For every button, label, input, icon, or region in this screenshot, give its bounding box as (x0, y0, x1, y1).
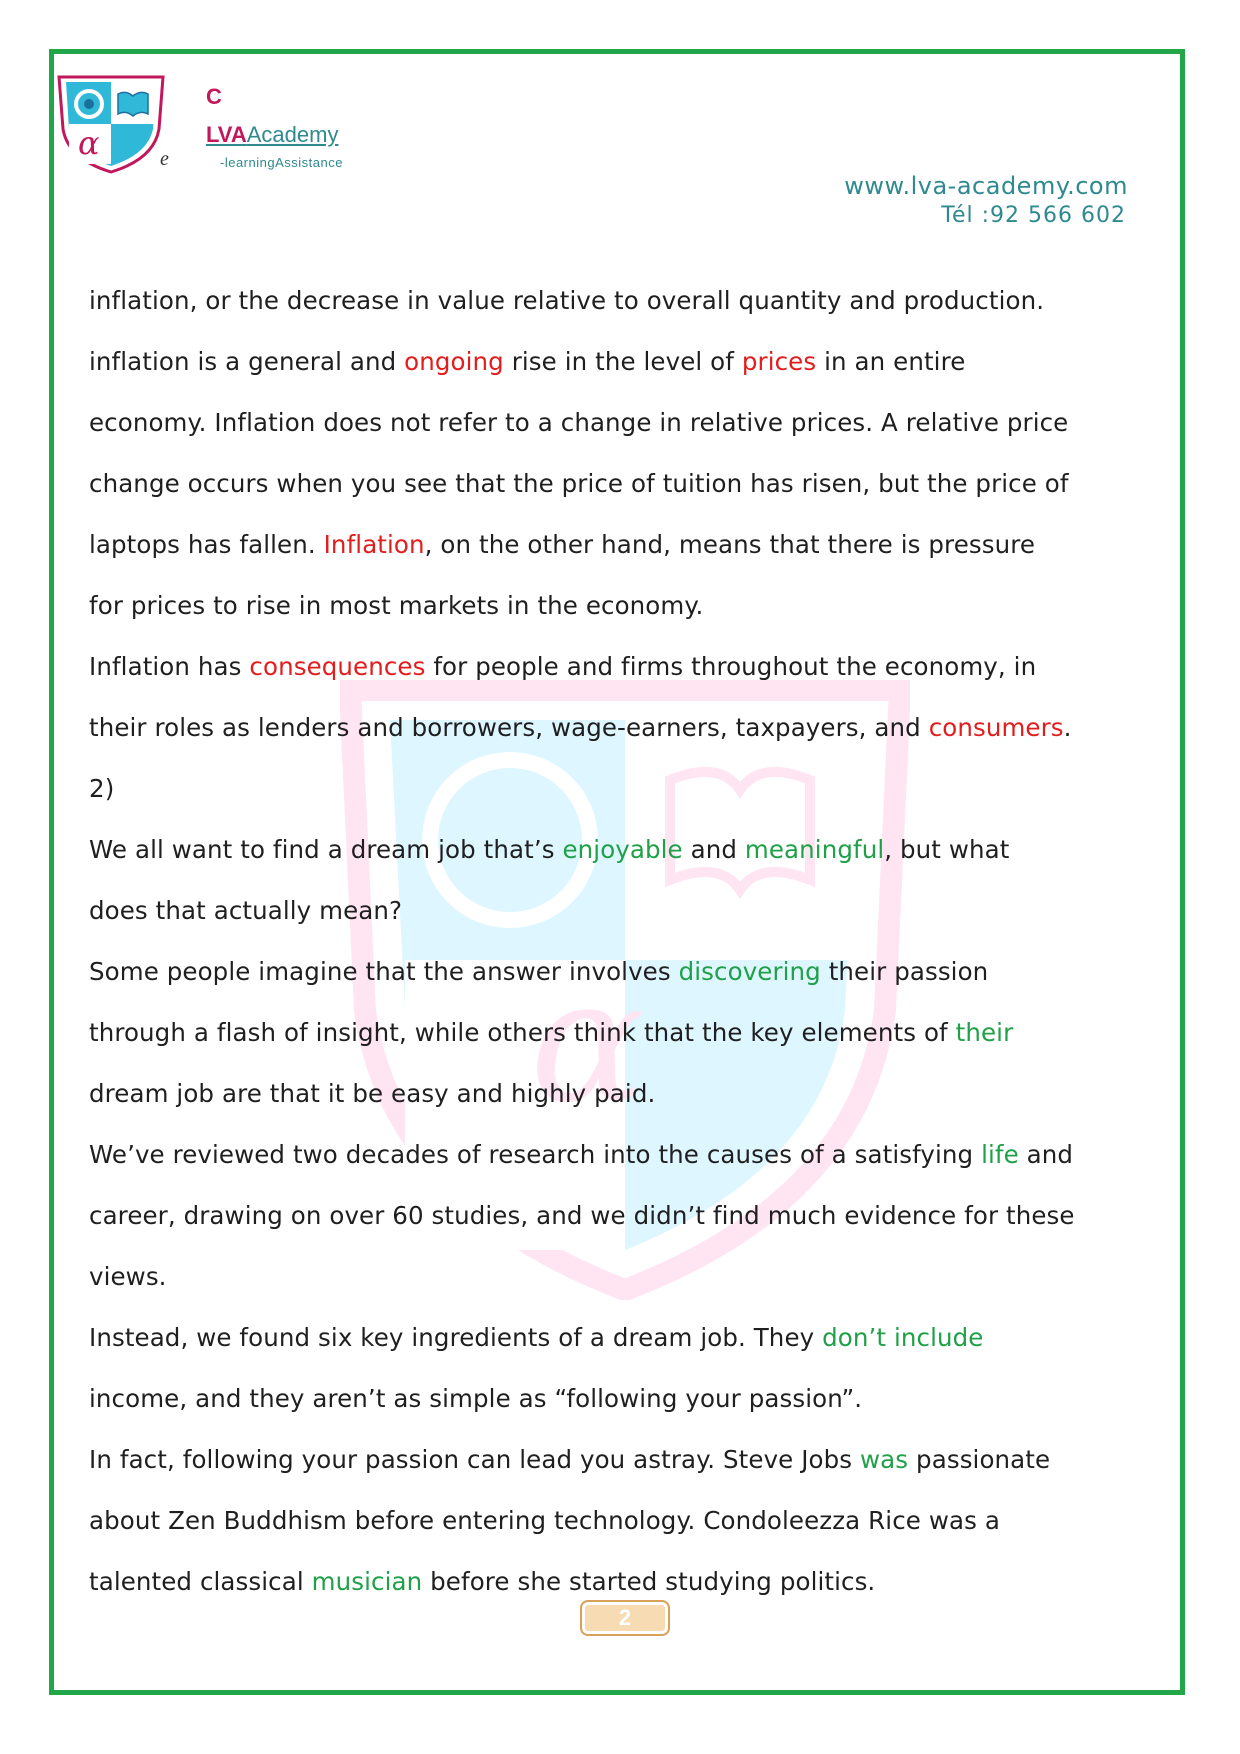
brand-suffix: Academy (246, 122, 339, 147)
text-line (89, 1429, 1169, 1490)
highlighted-word: enjoyable (562, 835, 683, 864)
highlighted-word: meaningful (744, 835, 885, 864)
text-segment: in an entire (816, 347, 966, 376)
text-line (89, 1246, 1169, 1307)
highlighted-word: discovering (678, 957, 821, 986)
text-segment: income, and they aren’t as simple as “following your passion”. (89, 1384, 863, 1413)
brand-prefix: LVA (206, 122, 247, 147)
text-segment: change occurs when you see that the price of tuition has risen, but the price of (89, 469, 1069, 498)
text-segment: their passion (820, 957, 989, 986)
text-segment: and (1018, 1140, 1074, 1169)
text-segment: their roles as lenders and borrowers, wage-earners, taxpayers, and (89, 713, 929, 742)
website-link[interactable]: www.lva-academy.com (844, 172, 1128, 200)
phone-number: Tél :92 566 602 (941, 203, 1126, 228)
text-segment: before she started studying politics. (422, 1567, 876, 1596)
highlighted-word: consumers (928, 713, 1064, 742)
text-segment: inflation is a general and (89, 347, 405, 376)
document-body (89, 270, 1169, 1612)
text-segment: Inflation has (89, 652, 250, 681)
text-segment: passionate (908, 1445, 1051, 1474)
highlighted-word: don’t include (822, 1323, 984, 1352)
highlighted-word: prices (741, 347, 817, 376)
text-line (89, 392, 1169, 453)
text-segment: Instead, we found six key ingredients of a dream job. They (89, 1323, 823, 1352)
text-line (89, 575, 1169, 636)
text-segment: views. (89, 1262, 167, 1291)
text-segment: for people and firms throughout the economy, in (425, 652, 1037, 681)
text-segment: for prices to rise in most markets in the economy. (89, 591, 704, 620)
text-line (89, 697, 1169, 758)
text-line (89, 514, 1169, 575)
text-line (89, 1185, 1169, 1246)
text-segment: laptops has fallen. (89, 530, 324, 559)
text-line (89, 270, 1169, 331)
text-line (89, 880, 1169, 941)
highlighted-word: was (860, 1445, 909, 1474)
highlighted-word: ongoing (404, 347, 504, 376)
text-line (89, 1368, 1169, 1429)
text-line (89, 331, 1169, 392)
text-line (89, 1307, 1169, 1368)
text-line (89, 636, 1169, 697)
page-number: 2 (580, 1600, 670, 1636)
text-segment: rise in the level of (503, 347, 742, 376)
highlighted-word: life (981, 1140, 1019, 1169)
text-line (89, 1124, 1169, 1185)
text-segment: inflation, or the decrease in value relative to overall quantity and production. (89, 286, 1045, 315)
logo-e-letter: e (160, 148, 169, 170)
svg-text:α: α (78, 124, 100, 162)
text-segment: dream job are that it be easy and highly paid. (89, 1079, 656, 1108)
text-line (89, 453, 1169, 514)
text-segment: 2) (89, 774, 115, 803)
highlighted-word: musician (311, 1567, 423, 1596)
text-segment: economy. Inflation does not refer to a change in relative prices. A relative price (89, 408, 1069, 437)
text-segment: , but what (884, 835, 1010, 864)
text-segment: about Zen Buddhism before entering technology. Condoleezza Rice was a (89, 1506, 1000, 1535)
brand-letter: C (206, 84, 222, 109)
text-line (89, 758, 1169, 819)
text-segment: , on the other hand, means that there is pressure (424, 530, 1036, 559)
brand-name (206, 122, 338, 148)
text-line (89, 941, 1169, 1002)
text-line (89, 819, 1169, 880)
text-line (89, 1002, 1169, 1063)
text-segment: talented classical (89, 1567, 312, 1596)
highlighted-word: Inflation (323, 530, 425, 559)
text-segment: through a flash of insight, while others think that the key elements of (89, 1018, 956, 1047)
highlighted-word: consequences (249, 652, 426, 681)
text-line (89, 1063, 1169, 1124)
brand-tagline: -learningAssistance (220, 155, 343, 170)
text-segment: Some people imagine that the answer involves (89, 957, 679, 986)
text-segment: . (1063, 713, 1072, 742)
academy-logo-icon (56, 74, 166, 174)
text-segment: We’ve reviewed two decades of research into the causes of a satisfying (89, 1140, 982, 1169)
text-line (89, 1490, 1169, 1551)
text-segment: In fact, following your passion can lead you astray. Steve Jobs (89, 1445, 861, 1474)
text-segment: We all want to find a dream job that’s (89, 835, 563, 864)
text-segment: career, drawing on over 60 studies, and we didn’t find much evidence for these (89, 1201, 1075, 1230)
highlighted-word: their (955, 1018, 1014, 1047)
svg-text:α: α (530, 943, 645, 1141)
text-segment: does that actually mean? (89, 896, 403, 925)
text-segment: and (682, 835, 745, 864)
